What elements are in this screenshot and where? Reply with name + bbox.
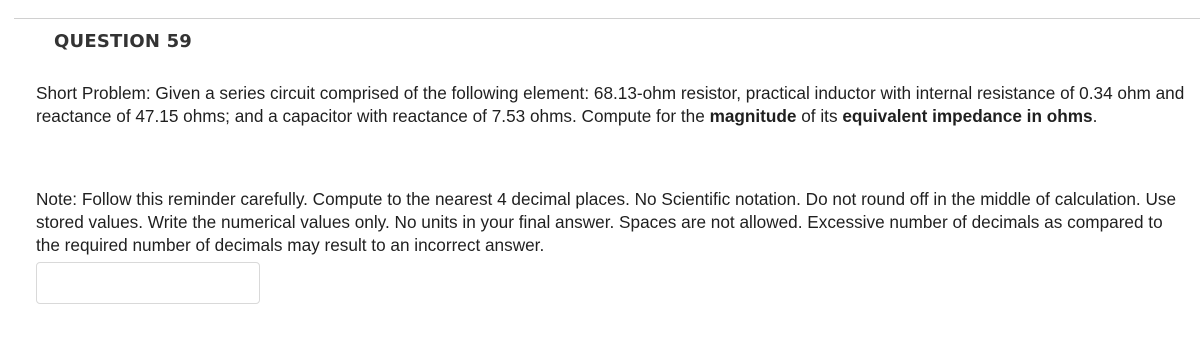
problem-emphasis-magnitude: magnitude xyxy=(709,106,797,126)
answer-input[interactable] xyxy=(36,262,260,304)
question-title: QUESTION 59 xyxy=(54,31,193,52)
problem-text-part2: of its xyxy=(796,106,843,126)
problem-text-part1: Short Problem: Given a series circuit comprised of the following element: 68.13-ohm resistor, practical inductor with internal resistance of 0.34 ohm and reactance of 47.15 ohms; and a capacitor with reactance of 7.53 ohms. Compute for the xyxy=(36,83,1185,126)
answer-instructions-note: Note: Follow this reminder carefully. Compute to the nearest 4 decimal places. No Scientific notation. Do not round off in the middle of calculation. Use stored values. Write the numerical values only. No units in your final answer. Spaces are not allowed. Excessive number of decimals as compared to the required number of decimals may result to an incorrect answer. xyxy=(36,189,1177,255)
problem-statement xyxy=(36,82,1186,128)
problem-text-part3: . xyxy=(1092,106,1098,126)
top-divider xyxy=(14,18,1200,19)
problem-emphasis-equivalent-impedance: equivalent impedance in ohms xyxy=(842,106,1093,126)
